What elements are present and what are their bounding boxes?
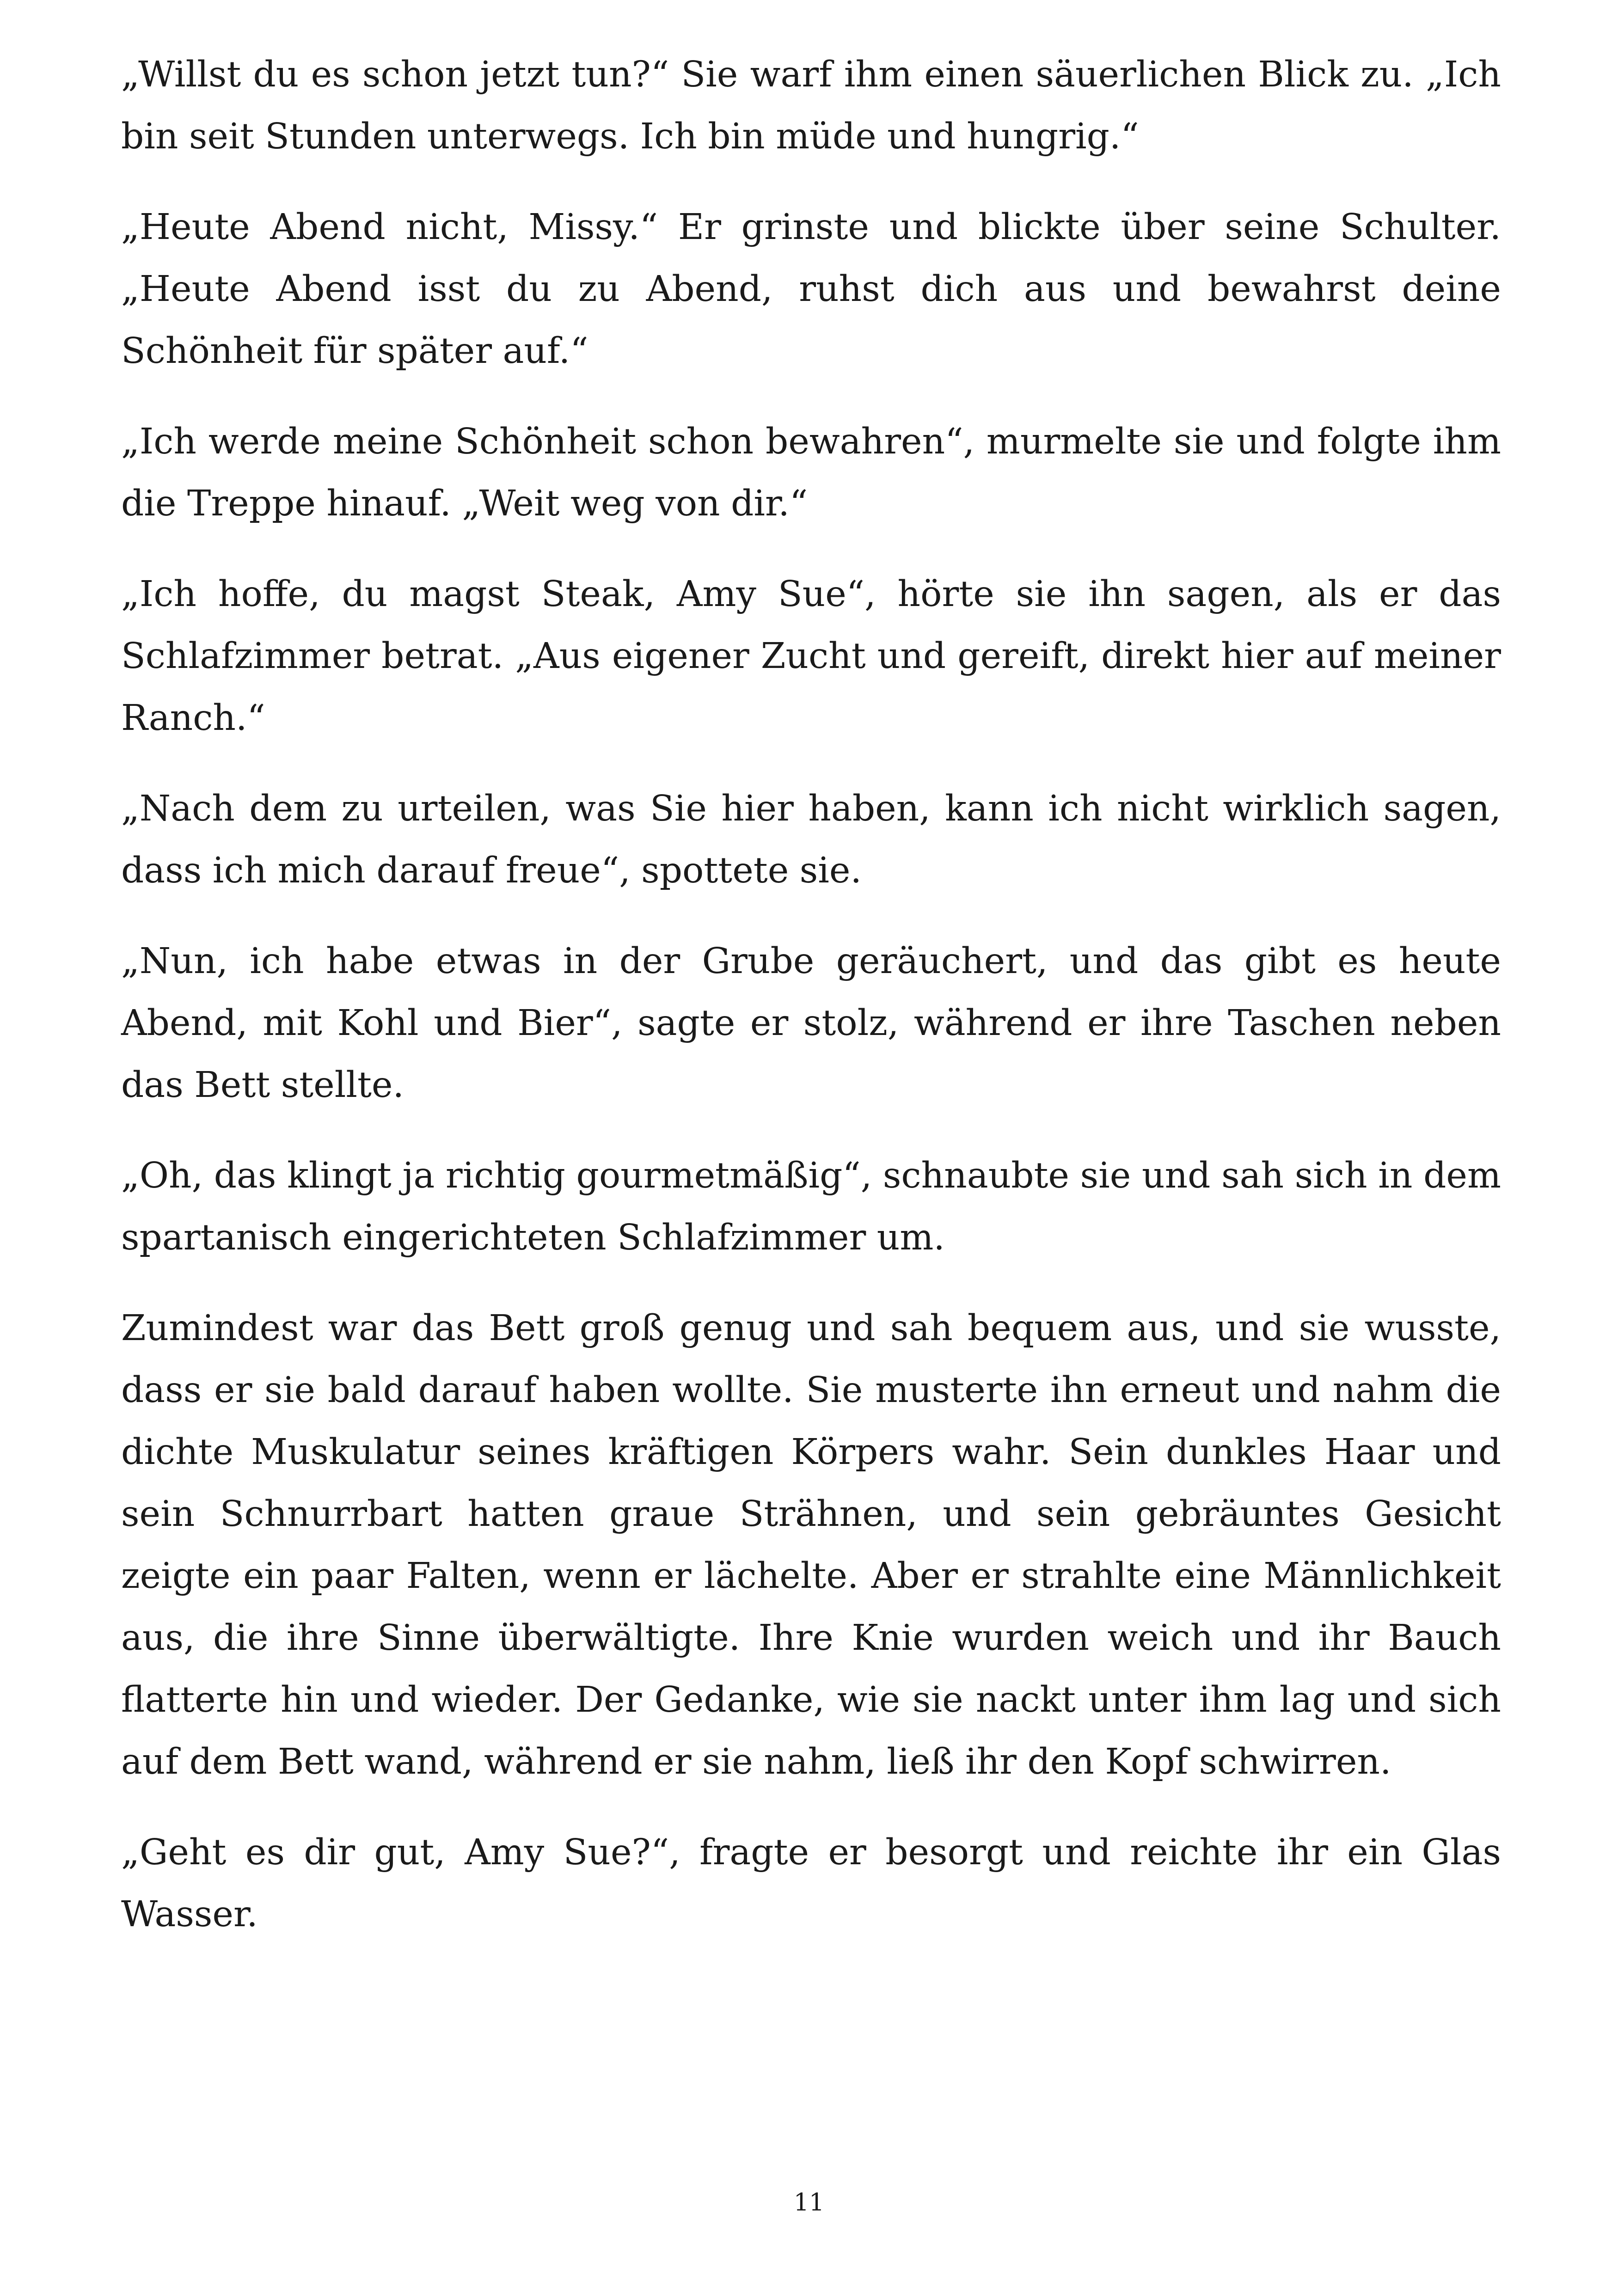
paragraph-1: „Willst du es schon jetzt tun?“ Sie warf ihm einen säuerlichen Blick zu. „Ich bin seit Stunden unterwegs. Ich bin müde und hungrig.“ [121,54,1501,157]
paragraph-4: „Ich hoffe, du magst Steak, Amy Sue“, hörte sie ihn sagen, als er das Schlafzimmer betrat. „Aus eigener Zucht und gereift, direkt hier auf meiner Ranch.“ [121,574,1501,739]
page-number: 11 [793,2189,825,2216]
paragraph-3: „Ich werde meine Schönheit schon bewahren“, murmelte sie und folgte ihm die Treppe hinauf. „Weit weg von dir.“ [121,421,1501,524]
paragraph-8: Zumindest war das Bett groß genug und sah bequem aus, und sie wusste, dass er sie bald darauf haben wollte. Sie musterte ihn erneut und nahm die dichte Muskulatur seines kräftigen Körpers wahr. Sein dunkles Haar und sein Schnurrbart hatten graue Strähnen, und sein gebräuntes Gesicht zeigte ein paar Falten, wenn er lächelte. Aber er strahlte eine Männlichkeit aus, die ihre Sinne überwältigte. Ihre Knie wurden weich und ihr Bauch flatterte hin und wieder. Der Gedanke, wie sie nackt unter ihm lag und sich auf dem Bett wand, während er sie nahm, ließ ihr den Kopf schwirren. [121,1308,1501,1782]
body-text [121,44,1501,1974]
paragraph-5: „Nach dem zu urteilen, was Sie hier haben, kann ich nicht wirklich sagen, dass ich mich darauf freue“, spottete sie. [121,788,1501,891]
paragraph-6: „Nun, ich habe etwas in der Grube geräuchert, und das gibt es heute Abend, mit Kohl und Bier“, sagte er stolz, während er ihre Taschen neben das Bett stellte. [121,941,1501,1106]
paragraph-2: „Heute Abend nicht, Missy.“ Er grinste und blickte über seine Schulter. „Heute Abend isst du zu Abend, ruhst dich aus und bewahrst deine Schönheit für später auf.“ [121,207,1501,372]
paragraph-9: „Geht es dir gut, Amy Sue?“, fragte er besorgt und reichte ihr ein Glas Wasser. [121,1832,1501,1935]
paragraph-7: „Oh, das klingt ja richtig gourmetmäßig“, schnaubte sie und sah sich in dem spartanisch eingerichteten Schlafzimmer um. [121,1155,1501,1258]
